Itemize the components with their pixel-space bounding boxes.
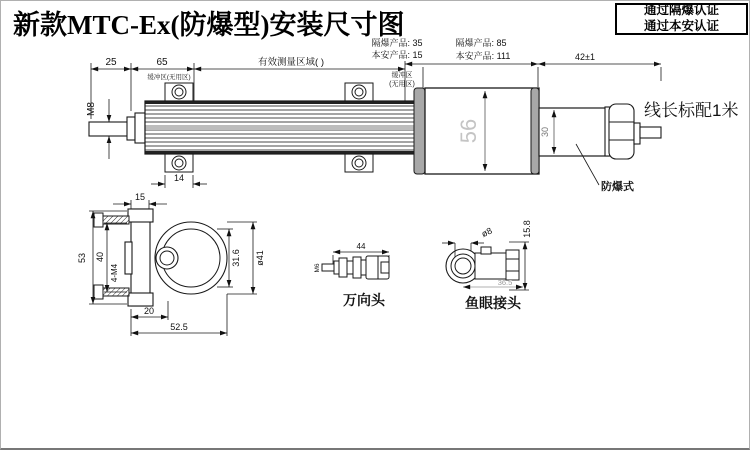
bracket-dim-31-6-label: 31.6 — [231, 249, 241, 267]
main-assembly-view — [86, 37, 738, 193]
bracket-dim-20-label: 20 — [143, 306, 155, 316]
bracket-screw-spec-label: 4-M4 — [110, 263, 119, 283]
fisheye-bore — [455, 258, 471, 274]
intrinsic-111-label: 本安产品: 111 — [455, 51, 511, 61]
housing-end-cap — [531, 88, 539, 174]
electronics-housing — [425, 88, 539, 174]
dim-56-label: 56 — [456, 118, 481, 144]
cable-lead — [640, 127, 661, 138]
buffer-zone-left-label: 缓冲区(无用区) — [147, 74, 191, 81]
flameproof-35-label: 隔爆产品: 35 — [371, 38, 423, 48]
bracket-dim-d41-label: ø41 — [255, 250, 265, 266]
universal-joint-body — [322, 256, 389, 279]
dim-25-label: 25 — [105, 57, 117, 68]
bracket-dim-52-5-label: 52.5 — [170, 322, 188, 332]
universal-joint-view — [314, 242, 389, 308]
sensor-push-rod — [89, 122, 129, 136]
buffer-zone-right-label1: 缓冲区 — [391, 72, 413, 79]
certification-line2: 通过本安认证 — [643, 19, 719, 33]
universal-joint-caption: 万向头 — [343, 292, 385, 308]
universal-thread-label: M6 — [314, 263, 321, 273]
cable-note-label: 线长标配1米 — [644, 101, 739, 120]
universal-dim-44-label: 44 — [356, 242, 366, 251]
bracket-dim-15-label: 15 — [134, 192, 146, 202]
fisheye-body — [475, 247, 519, 280]
fisheye-dim-36-5-label: 36.5 — [497, 278, 513, 287]
fisheye-dim-d8-label: ø8 — [479, 225, 494, 240]
flameproof-85-label: 隔爆产品: 85 — [455, 38, 507, 48]
fisheye-dim-15-8-label: 15.8 — [522, 220, 532, 238]
rod-thread-label: M8 — [86, 102, 97, 116]
measuring-area-label: 有效测量区域( ) — [258, 57, 324, 68]
fisheye-joint-caption: 鱼眼接头 — [465, 295, 521, 311]
mounting-bracket-view — [77, 192, 265, 336]
buffer-zone-right-label2: (无用区) — [389, 81, 415, 88]
clamp-boss-inner — [160, 251, 174, 265]
dim-14-label: 14 — [173, 173, 185, 183]
intrinsic-15-label: 本安产品: 15 — [371, 50, 423, 60]
sensor-body — [145, 101, 415, 154]
page-title: 新款MTC-Ex(防爆型)安装尺寸图 — [13, 10, 405, 40]
dim-30-label: 30 — [540, 126, 550, 138]
dim-42-label: 42±1 — [575, 52, 595, 62]
dim-65-label: 65 — [156, 57, 168, 68]
bracket-dim-53-label: 53 — [77, 252, 87, 264]
fisheye-joint-view — [442, 220, 532, 311]
rod-lock-nut — [135, 113, 145, 143]
cable-gland-nut — [605, 104, 640, 159]
drawing-canvas — [1, 1, 750, 450]
bracket-dim-40-label: 40 — [95, 251, 105, 263]
explosion-proof-label: 防爆式 — [601, 181, 634, 193]
rod-lock-nut — [127, 117, 135, 140]
certification-line1: 通过隔爆认证 — [643, 3, 719, 18]
body-end-flange — [414, 88, 425, 174]
